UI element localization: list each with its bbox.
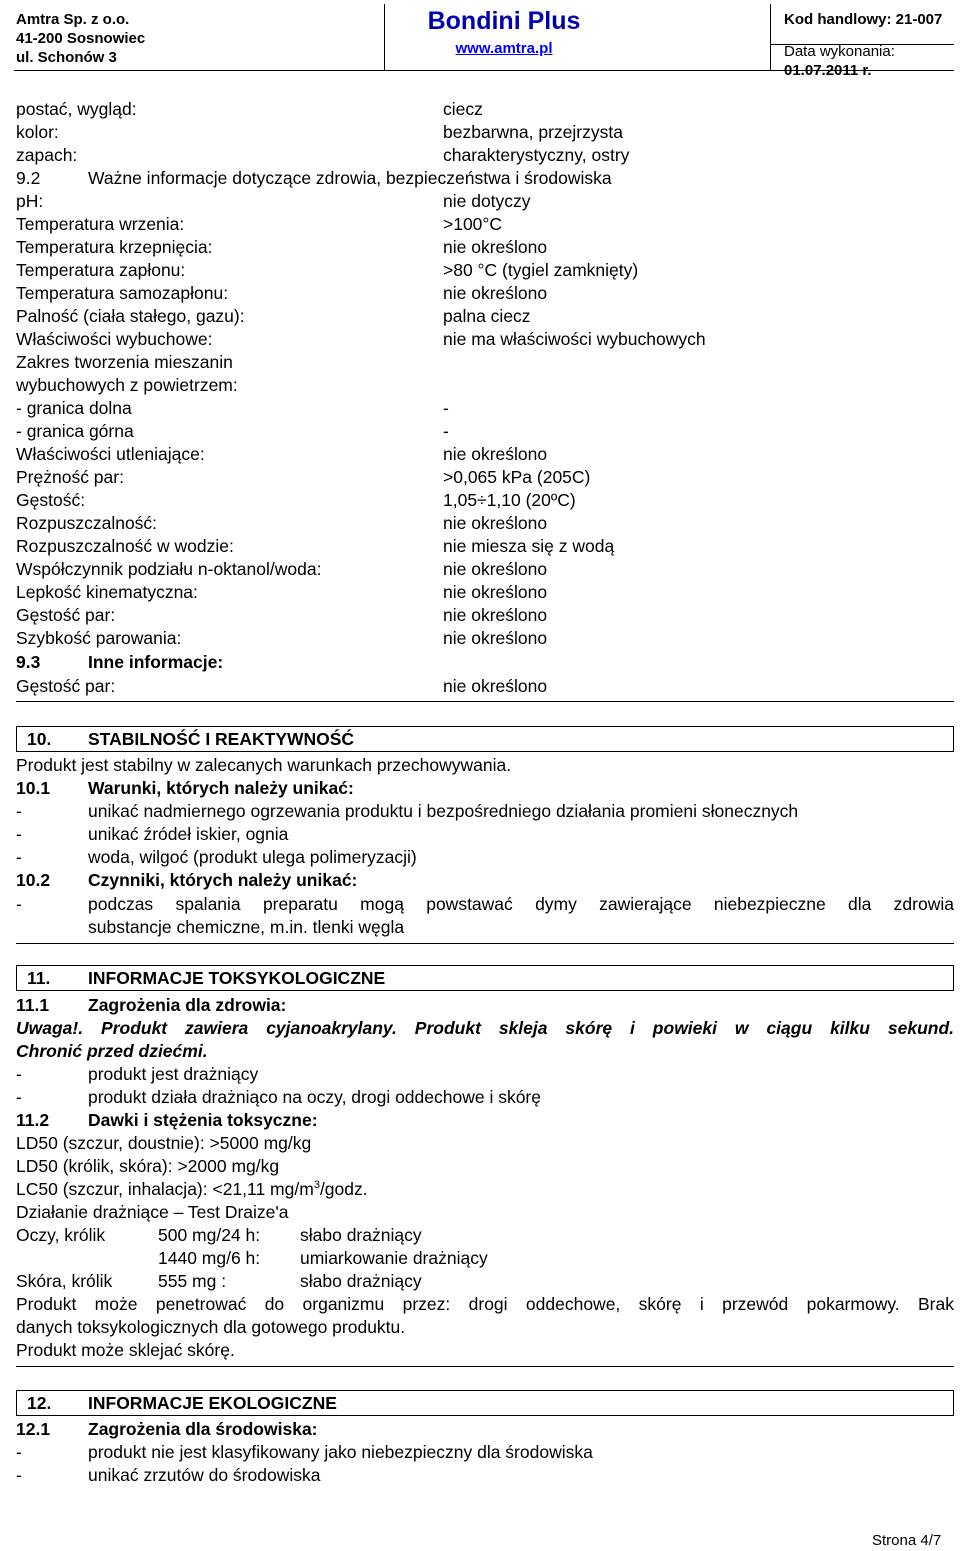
tox-lc50-inhalation xyxy=(16,1178,368,1201)
prop-value: nie określono xyxy=(443,237,548,257)
prop-label: Właściwości wybuchowe: xyxy=(16,329,213,349)
prop-label: - granica górna xyxy=(16,421,134,441)
section-11-1-title: Zagrożenia dla zdrowia: xyxy=(88,995,287,1015)
list-item-continued: substancje chemiczne, m.in. tlenki węgla xyxy=(88,917,405,937)
prop-value: nie określono xyxy=(443,444,548,464)
prop-value: >0,065 kPa (205C) xyxy=(443,467,591,487)
draize-eyes-effect: umiarkowanie drażniący xyxy=(300,1248,488,1268)
bullet-dash: - xyxy=(16,1442,22,1462)
product-name: Bondini Plus xyxy=(427,7,581,35)
tox-lc50-text: LC50 (szczur, inhalacja): <21,11 mg/m xyxy=(16,1179,314,1199)
trade-code: Kod handlowy: 21-007 xyxy=(784,11,943,28)
prop-value: nie określono xyxy=(443,582,548,602)
draize-eyes-dose: 500 mg/24 h: xyxy=(158,1225,261,1245)
prop-label: Zakres tworzenia mieszanin xyxy=(16,352,233,372)
section-11-2-title: Dawki i stężenia toksyczne: xyxy=(88,1110,318,1130)
section-9-2-number: 9.2 xyxy=(16,168,41,188)
prop-label: Właściwości utleniające: xyxy=(16,444,205,464)
draize-eyes-effect: słabo drażniący xyxy=(300,1225,422,1245)
list-item: produkt jest drażniący xyxy=(88,1064,259,1084)
prop-label: Prężność par: xyxy=(16,467,124,487)
prop-value: nie ma właściwości wybuchowych xyxy=(443,329,706,349)
section-divider xyxy=(16,943,954,944)
company-block xyxy=(16,10,145,67)
section-9-3-number: 9.3 xyxy=(16,652,41,672)
draize-skin-dose: 555 mg : xyxy=(158,1271,227,1291)
list-item: produkt nie jest klasyfikowany jako niebezpieczny dla środowiska xyxy=(88,1442,593,1462)
prop-label: pH: xyxy=(16,191,44,211)
section-divider xyxy=(16,1366,954,1367)
prop-value: ciecz xyxy=(443,99,483,119)
prop-value: nie określono xyxy=(443,628,548,648)
prop-value: charakterystyczny, ostry xyxy=(443,145,630,165)
prop-value: nie określono xyxy=(443,605,548,625)
company-city: 41-200 Sosnowiec xyxy=(16,30,146,47)
section-10-1-title: Warunki, których należy unikać: xyxy=(88,778,354,798)
warning-text-continued: Chronić przed dziećmi. xyxy=(16,1041,208,1061)
tox-ld50-oral: LD50 (szczur, doustnie): >5000 mg/kg xyxy=(16,1133,312,1153)
bullet-dash: - xyxy=(16,1064,22,1084)
warning-text: Uwaga!. Produkt zawiera cyjanoakrylany. Produkt skleja skórę i powieki w ciągu kilku sekund. xyxy=(16,1018,954,1038)
prop-label: Temperatura krzepnięcia: xyxy=(16,237,213,257)
prop-value: 1,05÷1,10 (20ºC) xyxy=(443,490,576,510)
section-10-2-title: Czynniki, których należy unikać: xyxy=(88,870,358,890)
section-9-2-title: Ważne informacje dotyczące zdrowia, bezpieczeństwa i środowiska xyxy=(88,168,612,188)
prop-label: Współczynnik podziału n-oktanol/woda: xyxy=(16,559,322,579)
bullet-dash: - xyxy=(16,801,22,821)
prop-label: Temperatura zapłonu: xyxy=(16,260,186,280)
section-11-1-number: 11.1 xyxy=(16,995,50,1015)
section-10-header xyxy=(16,726,954,752)
section-10-1-number: 10.1 xyxy=(16,778,51,798)
prop-label: Rozpuszczalność: xyxy=(16,513,158,533)
penetration-text-continued: danych toksykologicznych dla gotowego produktu. xyxy=(16,1317,406,1337)
bullet-dash: - xyxy=(16,847,22,867)
page-number: Strona 4/7 xyxy=(872,1532,942,1549)
date-value: 01.07.2011 r. xyxy=(784,62,872,79)
product-block xyxy=(386,4,622,60)
section-11-2-number: 11.2 xyxy=(16,1110,50,1130)
prop-label: zapach: xyxy=(16,145,78,165)
section-12-title: INFORMACJE EKOLOGICZNE xyxy=(88,1393,337,1413)
prop-label: Rozpuszczalność w wodzie: xyxy=(16,536,234,556)
bullet-dash: - xyxy=(16,824,22,844)
draize-skin-effect: słabo drażniący xyxy=(300,1271,422,1291)
prop-value: nie określono xyxy=(443,676,548,696)
prop-label: Palność (ciała stałego, gazu): xyxy=(16,306,245,326)
section-12-1-title: Zagrożenia dla środowiska: xyxy=(88,1419,318,1439)
prop-value: palna ciecz xyxy=(443,306,531,326)
tox-ld50-skin: LD50 (królik, skóra): >2000 mg/kg xyxy=(16,1156,280,1176)
prop-label: wybuchowych z powietrzem: xyxy=(16,375,238,395)
draize-eyes-dose: 1440 mg/6 h: xyxy=(158,1248,261,1268)
section-10-2-number: 10.2 xyxy=(16,870,51,890)
section-11-title: INFORMACJE TOKSYKOLOGICZNE xyxy=(88,968,386,988)
section-12-header xyxy=(16,1390,954,1416)
tox-lc50-suffix: /godz. xyxy=(319,1179,368,1199)
doc-info-block xyxy=(784,10,942,80)
section-9-3-title: Inne informacje: xyxy=(88,652,224,672)
section-divider xyxy=(16,701,954,702)
list-item: unikać nadmiernego ogrzewania produktu i bezpośredniego działania promieni słonecznych xyxy=(88,801,799,821)
prop-value: nie określono xyxy=(443,283,548,303)
website-link[interactable]: www.amtra.pl xyxy=(455,40,553,57)
skin-glue-note: Produkt może sklejać skórę. xyxy=(16,1340,235,1360)
company-street: ul. Schonów 3 xyxy=(16,49,117,66)
prop-value: - xyxy=(443,421,449,441)
list-item: unikać zrzutów do środowiska xyxy=(88,1465,321,1485)
section-10-title: STABILNOŚĆ I REAKTYWNOŚĆ xyxy=(88,729,355,749)
header-divider-right xyxy=(770,4,771,70)
bullet-dash: - xyxy=(16,894,22,914)
prop-value: bezbarwna, przejrzysta xyxy=(443,122,623,142)
list-item: woda, wilgoć (produkt ulega polimeryzacji) xyxy=(88,847,417,867)
prop-value: nie dotyczy xyxy=(443,191,531,211)
section-12-number: 12. xyxy=(27,1393,52,1413)
bullet-dash: - xyxy=(16,1465,22,1485)
prop-label: postać, wygląd: xyxy=(16,99,137,119)
list-item: unikać źródeł iskier, ognia xyxy=(88,824,289,844)
section-12-1-number: 12.1 xyxy=(16,1419,51,1439)
section-10-intro: Produkt jest stabilny w zalecanych warunkach przechowywania. xyxy=(16,755,512,775)
list-item: podczas spalania preparatu mogą powstawać dymy zawierające niebezpieczne dla zdrowia xyxy=(88,894,954,914)
prop-label: Gęstość: xyxy=(16,490,86,510)
company-name: Amtra Sp. z o.o. xyxy=(16,11,130,28)
page-header xyxy=(14,4,954,79)
prop-label: Lepkość kinematyczna: xyxy=(16,582,198,602)
section-11-number: 11. xyxy=(27,968,51,988)
bullet-dash: - xyxy=(16,1087,22,1107)
penetration-text: Produkt może penetrować do organizmu przez: drogi oddechowe, skórę i przewód pokarmowy. Brak xyxy=(16,1294,954,1314)
prop-value: nie określono xyxy=(443,513,548,533)
prop-label: Gęstość par: xyxy=(16,676,116,696)
prop-value: nie określono xyxy=(443,559,548,579)
prop-value: - xyxy=(443,398,449,418)
prop-label: - granica dolna xyxy=(16,398,132,418)
tox-lc50-superscript: 3 xyxy=(313,1179,320,1192)
prop-value: >100°C xyxy=(443,214,503,234)
draize-skin-label: Skóra, królik xyxy=(16,1271,113,1291)
section-10-number: 10. xyxy=(27,729,52,749)
draize-test-heading: Działanie drażniące – Test Draize'a xyxy=(16,1202,289,1222)
section-11-header xyxy=(16,965,954,991)
prop-label: kolor: xyxy=(16,122,59,142)
draize-eyes-label: Oczy, królik xyxy=(16,1225,106,1245)
prop-label: Temperatura wrzenia: xyxy=(16,214,185,234)
prop-value: nie miesza się z wodą xyxy=(443,536,615,556)
prop-label: Temperatura samozapłonu: xyxy=(16,283,229,303)
header-divider-left xyxy=(384,4,385,70)
prop-label: Gęstość par: xyxy=(16,605,116,625)
prop-value: >80 °C (tygiel zamknięty) xyxy=(443,260,639,280)
date-label: Data wykonania: xyxy=(784,43,895,60)
prop-label: Szybkość parowania: xyxy=(16,628,182,648)
list-item: produkt działa drażniąco na oczy, drogi oddechowe i skórę xyxy=(88,1087,541,1107)
